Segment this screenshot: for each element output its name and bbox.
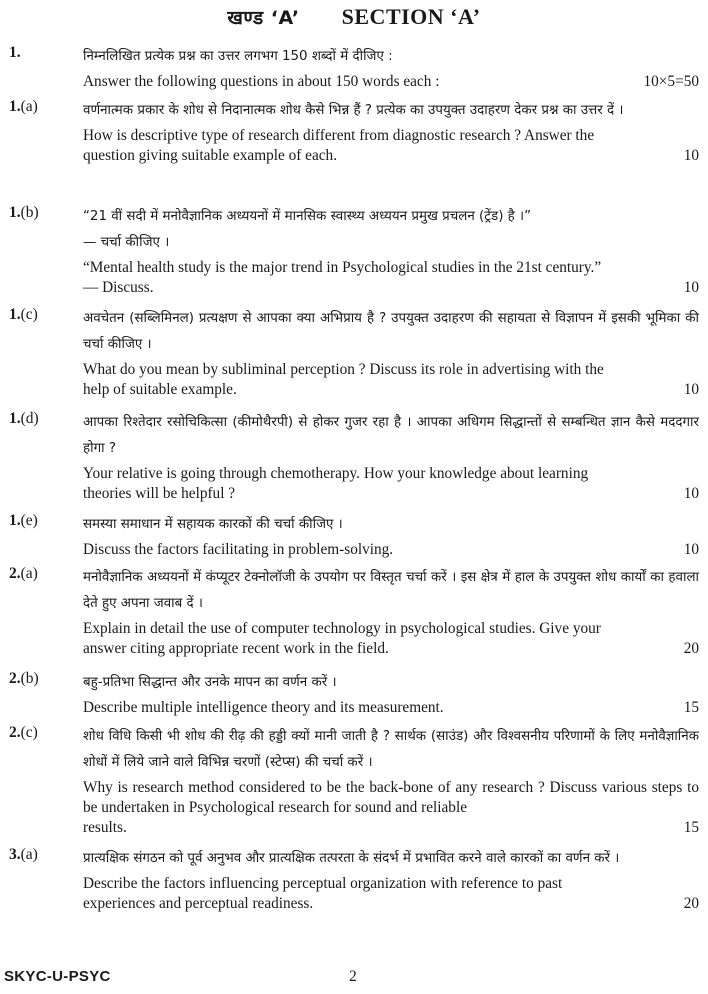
question-subpart: (c) <box>20 306 38 323</box>
question-hindi: शोध विधि किसी भी शोध की रीढ़ की हड्डी क्यों मानी जाती है ? सार्थक (साउंड) और विश्वसनीय परिणामों के लिए मनोवैज्ञानिक शोधों में लिये जाने वाले विभिन्न चरणों (स्टेप्स) की चर्चा करें । <box>83 729 699 770</box>
question-english: What do you mean by subliminal perception ? Discuss its role in advertising with the <box>83 361 604 378</box>
question-marks: 20 <box>683 895 699 912</box>
question-hindi: निम्नलिखित प्रत्येक प्रश्न का उत्तर लगभग 150 शब्दों में दीजिए : <box>83 49 393 64</box>
section-heading <box>0 4 708 30</box>
question-number: 2. <box>9 724 21 741</box>
question-hindi: समस्या समाधान में सहायक कारकों की चर्चा कीजिए । <box>83 517 343 532</box>
page-number: 2 <box>349 968 357 985</box>
question-number: 3. <box>9 846 21 863</box>
section-heading-english: SECTION ‘A’ <box>341 4 481 29</box>
question-number: 1. <box>9 410 21 427</box>
question-english: Your relative is going through chemotherapy. How your knowledge about learning <box>83 465 589 482</box>
question-english-cont: question giving suitable example of each. <box>83 147 338 164</box>
question-hindi: अवचेतन (सब्लिमिनल) प्रत्यक्षण से आपका क्या अभिप्राय है ? उपयुक्त उदाहरण की सहायता से विज्ञापन में इसकी भूमिका की चर्चा कीजिए । <box>83 311 699 352</box>
question-marks: 15 <box>683 699 699 716</box>
question-english: Answer the following questions in about 150 words each : <box>83 73 440 90</box>
question-marks: 10 <box>683 541 699 558</box>
question-hindi: बहु-प्रतिभा सिद्धान्त और उनके मापन का वर्णन करें । <box>83 675 337 690</box>
question-english: “Mental health study is the major trend in Psychological studies in the 21st century.” <box>83 259 602 276</box>
question-marks: 10 <box>683 485 699 502</box>
question-english: Why is research method considered to be the back-bone of any research ? Discuss various steps to be undertaken in Psychological research for sound and reliable <box>83 779 699 816</box>
question-subpart: (d) <box>20 410 39 427</box>
question-marks: 10 <box>683 147 699 164</box>
question-number: 1. <box>9 98 21 115</box>
question-english: Describe the factors influencing perceptual organization with reference to past <box>83 875 563 892</box>
question-english-cont: results. <box>83 819 127 836</box>
question-english: How is descriptive type of research different from diagnostic research ? Answer the <box>83 127 595 144</box>
question-english-cont: — Discuss. <box>83 279 154 296</box>
paper-code: SKYC-U-PSYC <box>4 968 111 985</box>
question-subpart: (b) <box>20 204 39 221</box>
question-marks: 20 <box>683 640 699 657</box>
question-number: 1. <box>9 306 21 323</box>
question-subpart: (e) <box>20 512 38 529</box>
question-marks: 15 <box>683 819 699 836</box>
question-english-cont: theories will be helpful ? <box>83 485 236 502</box>
question-number: 2. <box>9 565 21 582</box>
section-heading-hindi: खण्ड ‘A’ <box>227 7 300 29</box>
question-english: Explain in detail the use of computer technology in psychological studies. Give your <box>83 620 601 637</box>
question-number: 2. <box>9 670 21 687</box>
question-number: 1. <box>9 512 21 529</box>
question-number: 1. <box>9 204 21 221</box>
question-marks: 10 <box>683 381 699 398</box>
question-english: Describe multiple intelligence theory and its measurement. <box>83 699 444 716</box>
question-number: 1. <box>9 44 21 61</box>
question-subpart: (c) <box>20 724 38 741</box>
question-subpart: (a) <box>20 846 38 863</box>
question-subpart: (a) <box>20 565 38 582</box>
question-hindi-cont: — चर्चा कीजिए । <box>83 235 170 250</box>
question-subpart: (a) <box>20 98 38 115</box>
question-marks: 10 <box>683 279 699 296</box>
question-english: Discuss the factors facilitating in problem-solving. <box>83 541 394 558</box>
question-subpart: (b) <box>20 670 39 687</box>
question-english-cont: experiences and perceptual readiness. <box>83 895 314 912</box>
question-marks: 10×5=50 <box>643 73 699 90</box>
question-english-cont: help of suitable example. <box>83 381 237 398</box>
question-hindi: प्रात्यक्षिक संगठन को पूर्व अनुभव और प्रात्यक्षिक तत्परता के संदर्भ में प्रभावित करने वाले कारकों का वर्णन करें । <box>83 851 620 866</box>
question-hindi: मनोवैज्ञानिक अध्ययनों में कंप्यूटर टेक्नोलॉजी के उपयोग पर विस्तृत चर्चा करें । इस क्षेत्र में हाल के उपयुक्त शोध कार्यों का हवाला देते हुए अपना जवाब दें । <box>83 570 699 611</box>
question-hindi: आपका रिश्तेदार रसोचिकित्सा (कीमोथैरपी) से होकर गुजर रहा है । आपका अधिगम सिद्धान्तों से सम्बन्धित ज्ञान कैसे मददगार होगा ? <box>83 415 699 456</box>
question-english-cont: answer citing appropriate recent work in the field. <box>83 640 389 657</box>
question-hindi: वर्णनात्मक प्रकार के शोध से निदानात्मक शोध कैसे भिन्न हैं ? प्रत्येक का उपयुक्त उदाहरण देकर प्रश्न का उत्तर दें । <box>83 103 624 118</box>
question-hindi: “21 वीं सदी में मनोवैज्ञानिक अध्ययनों में मानसिक स्वास्थ्य अध्ययन प्रमुख प्रचलन (ट्रेंड) है ।” <box>83 209 532 224</box>
